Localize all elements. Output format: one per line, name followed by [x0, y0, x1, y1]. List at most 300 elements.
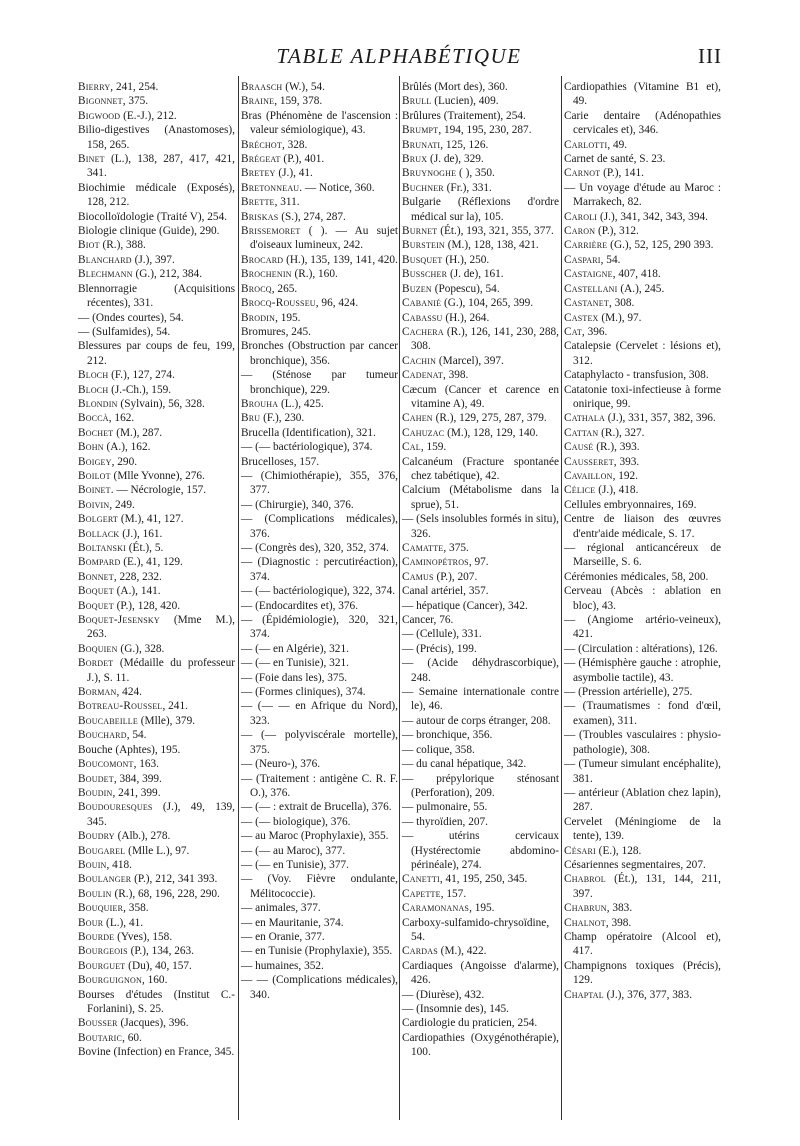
index-entry [564, 383, 721, 412]
entry-heading: Boinet [78, 484, 111, 497]
entry-heading: — [241, 974, 253, 987]
entry-references: - transfusion, 308. [623, 369, 709, 382]
entry-references: (— biologique), 376. [252, 815, 351, 828]
index-entry [78, 699, 235, 713]
entry-references: (P.), 128, 420. [113, 599, 181, 612]
entry-heading: Boquet [78, 599, 114, 612]
index-entry [564, 858, 721, 872]
entry-heading: Bretey [241, 167, 276, 180]
entry-heading: Bruynoghe [402, 167, 457, 180]
entry-references: (A.), 141. [113, 585, 161, 598]
entry-heading: — [241, 542, 253, 554]
entry-heading: Bolgert [78, 513, 119, 526]
index-entry [78, 455, 235, 469]
index-entry [78, 541, 235, 555]
entry-heading: Causseret [564, 455, 614, 468]
entry-heading: — [241, 902, 253, 915]
index-entry [564, 253, 721, 267]
entry-heading: — [402, 743, 414, 756]
entry-references: (Cellule), 331. [413, 628, 482, 641]
index-entry [564, 959, 721, 988]
index-entry [241, 325, 398, 339]
index-entry [564, 656, 721, 685]
entry-references: (Cancer et carence en vitamine A), 49. [411, 383, 559, 410]
entry-references: (— bactériologique), 374. [252, 441, 373, 454]
index-entry [564, 368, 721, 382]
entry-heading: Carboxy [402, 916, 441, 929]
entry-heading: Bromures [241, 325, 286, 338]
entry-heading: Brodin [241, 311, 276, 324]
entry-heading: Brux [402, 153, 428, 166]
index-entry [241, 339, 398, 368]
entry-references: (Hémisphère gauche : atrophie, asymbolie tactile), 43. [573, 657, 721, 684]
index-entry [78, 757, 235, 771]
index-entry [78, 483, 235, 497]
index-entry [78, 743, 235, 757]
entry-references: , 54. [126, 729, 147, 742]
index-entry [241, 872, 398, 901]
index-entry [402, 181, 559, 195]
entry-heading: — [564, 181, 576, 194]
entry-references: (M.), 97. [598, 311, 642, 324]
entry-heading: Boulin [78, 887, 112, 900]
index-entry [241, 959, 398, 973]
entry-references: , 163. [133, 758, 159, 771]
entry-heading: Bloch [78, 369, 109, 382]
entry-heading: — [402, 772, 414, 785]
index-entry [78, 527, 235, 541]
index-entry [78, 901, 235, 915]
index-entry [402, 555, 559, 569]
entry-heading: Buchner [402, 181, 444, 194]
index-column-4 [564, 80, 721, 1002]
entry-references: (Précis), 199. [413, 642, 477, 655]
entry-heading: Cancer [402, 614, 434, 627]
index-entry [564, 728, 721, 757]
entry-references: (R.), 126, 141, 230, 288, 308. [411, 325, 559, 353]
entry-references: , 195. [275, 311, 301, 324]
index-entry [402, 656, 559, 685]
entry-references: (L.), 41. [103, 916, 144, 929]
entry-heading: Cavaillon [564, 469, 613, 482]
index-entry [78, 469, 235, 483]
index-entry [402, 267, 559, 281]
entry-heading: Brunati [402, 138, 441, 151]
entry-references: autour de corps étranger, 208. [413, 714, 551, 727]
entry-references: (Du), 40, 157. [125, 959, 192, 972]
index-entry [402, 757, 559, 771]
index-entry [564, 296, 721, 310]
index-entry [564, 757, 721, 786]
entry-references: (Diurèse), 432. [413, 988, 485, 1001]
entry-heading: Bouchard [78, 729, 127, 742]
index-entry [402, 714, 559, 728]
index-entry [241, 642, 398, 656]
entry-references: (R.), 68, 196, 228, 290. [111, 887, 220, 900]
index-entry [564, 325, 721, 339]
index-entry [564, 541, 721, 570]
index-entry [78, 829, 235, 843]
entry-heading: Bousser [78, 1017, 118, 1030]
entry-references: , 194, 195, 230, 287. [438, 124, 532, 137]
entry-references: (Ondes courtes), 54. [89, 311, 184, 324]
entry-references: (H.), 250. [442, 253, 490, 266]
entry-references: , 162. [108, 412, 135, 425]
column-divider [561, 76, 562, 1120]
entry-references: (H.), 135, 139, 141, 420. [283, 253, 398, 266]
entry-heading: Cardiopathies [402, 1031, 465, 1044]
entry-heading: — [241, 844, 253, 857]
entry-heading: Carie [564, 109, 589, 122]
index-entry [402, 627, 559, 641]
entry-heading: Castaigne [564, 268, 613, 281]
index-entry [78, 152, 235, 181]
entry-references: (Méningiome de la tente), 139. [573, 815, 721, 843]
entry-heading: Boilot [78, 469, 111, 482]
entry-heading: Cathala [564, 412, 605, 425]
index-entry [78, 325, 235, 339]
entry-references: , 97. [468, 556, 489, 569]
index-entry [402, 411, 559, 425]
entry-references: , 398. [442, 369, 469, 382]
entry-references: antérieur (Ablation chez lapin), 287. [573, 786, 721, 814]
entry-references: (W.), 54. [282, 81, 325, 93]
index-entry [241, 181, 398, 195]
index-entry [564, 138, 721, 152]
entry-heading: Boudin [78, 786, 113, 799]
index-entry [241, 613, 398, 642]
entry-references: (J.-Ch.), 159. [108, 383, 172, 396]
entry-references: artériel, 357. [428, 585, 489, 598]
entry-references: médicales, 58, 200. [617, 570, 709, 583]
entry-references: (Alb.), 278. [114, 830, 171, 843]
entry-references: (Identification), 321. [279, 426, 376, 439]
entry-references: (R.), 160. [291, 268, 338, 281]
entry-references: (Foie dans les), 375. [252, 671, 348, 684]
entry-references: , 60. [122, 1031, 142, 1044]
entry-references: (Sulfamides), 54. [89, 325, 171, 338]
entry-heading: Biochimie [78, 181, 126, 194]
index-entry [241, 656, 398, 670]
index-entry [241, 224, 398, 253]
entry-references: (R.), 393. [593, 441, 640, 454]
index-entry [78, 656, 235, 685]
index-entry [564, 238, 721, 252]
entry-heading: — [402, 686, 414, 699]
index-entry [564, 411, 721, 425]
entry-heading: Bonnet [78, 570, 114, 583]
index-entry [402, 887, 559, 901]
entry-heading: Boudouresques [78, 801, 153, 814]
entry-heading: Caminopétros [402, 556, 469, 569]
entry-references: (Mme M.), 263. [87, 614, 235, 641]
entry-references: ( ), 350. [456, 167, 495, 180]
index-entry [564, 685, 721, 699]
entry-heading: — [402, 1003, 414, 1015]
entry-references: , 125, 126. [440, 138, 489, 151]
entry-references: (Yves), 158. [114, 930, 173, 943]
entry-heading: Boudet [78, 772, 114, 785]
entry-heading: — [241, 873, 253, 886]
entry-heading: Calcium [402, 484, 441, 497]
entry-references: (Sylvain), 56, 328. [117, 397, 205, 410]
index-entry [241, 426, 398, 440]
entry-heading: — [402, 729, 414, 742]
entry-references: (M.), 128, 138, 421. [444, 239, 539, 252]
index-entry [241, 166, 398, 180]
index-entry [564, 455, 721, 469]
entry-references: (Tumeur simulant encéphalite), 381. [573, 758, 721, 785]
index-entry [78, 988, 235, 1017]
entry-references: , 265. [271, 282, 298, 295]
entry-heading: Chalnot [564, 916, 606, 929]
entry-references: , 157. [440, 887, 467, 900]
index-entry [402, 815, 559, 829]
entry-heading: Bompard [78, 556, 121, 569]
entry-heading: Bretonneau [241, 181, 300, 194]
entry-heading: Boucabeille [78, 714, 138, 727]
entry-references: (Circulation : altérations), 126. [575, 642, 718, 655]
index-entry [78, 872, 235, 886]
entry-references: , 195. [469, 902, 495, 915]
entry-references: (L.), 138, 287, 417, 421, 341. [87, 153, 235, 180]
index-column-2 [241, 80, 398, 1002]
entry-references: prépylorique sténosant (Perforation), 209. [411, 772, 559, 799]
entry-references: (Angiome artério-veineux), 421. [573, 614, 721, 641]
entry-references: (Abcès : ablation en bloc), 43. [573, 585, 721, 612]
entry-heading: — [402, 513, 414, 526]
index-entry [241, 440, 398, 454]
entry-heading: Cabanié [402, 297, 442, 310]
entry-references: (M.), 422. [437, 945, 487, 958]
entry-heading: Bour [78, 916, 104, 929]
entry-references: (Chimiothérapie), 355, 376, 377. [250, 469, 398, 497]
index-entry [402, 123, 559, 137]
entry-references: (G.), 52, 125, 290 393. [607, 239, 714, 252]
entry-heading: Botreau-Roussel [78, 700, 163, 713]
entry-heading: Bigonnet [78, 95, 123, 108]
entry-heading: Cellules [564, 498, 602, 511]
entry-references: en Mauritanie, 374. [252, 916, 344, 929]
column-divider [399, 76, 400, 1120]
entry-references: (M.), 41, 127. [118, 513, 184, 526]
entry-references: (Mlle L.), 97. [125, 844, 190, 857]
index-entry [241, 498, 398, 512]
entry-heading: — [564, 542, 576, 554]
entry-heading: — [241, 858, 253, 871]
index-entry [241, 368, 398, 397]
index-entry [78, 440, 235, 454]
entry-heading: Caramonanas [402, 902, 470, 915]
entry-heading: Biologie [78, 225, 117, 238]
entry-references: (Épidémiologie), 320, 321, 374. [250, 614, 398, 641]
entry-heading: Césariennes [564, 858, 619, 871]
index-entry [402, 138, 559, 152]
entry-heading: Boquien [78, 642, 118, 655]
index-entry [241, 80, 398, 94]
index-entry [241, 512, 398, 541]
index-entry [402, 685, 559, 714]
entry-heading: Bloch [78, 383, 109, 396]
index-entry [402, 800, 559, 814]
entry-heading: Bras [241, 109, 262, 122]
entry-references: (Formes cliniques), 374. [252, 686, 366, 699]
entry-references: (Acide déhydrascorbique), 248. [411, 657, 559, 684]
entry-references: , 159, 378. [274, 95, 323, 108]
entry-heading: Bollack [78, 527, 120, 540]
entry-references: (Mort des), 360. [431, 81, 508, 93]
index-entry [241, 944, 398, 958]
entry-heading: Cardas [402, 945, 438, 958]
entry-heading: Burnet [402, 225, 438, 238]
index-entry [78, 94, 235, 108]
entry-references: (J.), 397. [131, 253, 175, 266]
index-entry [241, 757, 398, 771]
index-entry [241, 772, 398, 801]
index-entry [564, 267, 721, 281]
index-entry [402, 959, 559, 988]
entry-heading: Cat [564, 325, 582, 338]
entry-references: (L.), 425. [278, 397, 324, 410]
index-entry [78, 800, 235, 829]
entry-references: (Aphtes), 195. [112, 743, 181, 756]
entry-heading: Bourgeois [78, 945, 128, 958]
entry-heading: Blessures [78, 340, 122, 353]
index-entry [402, 426, 559, 440]
entry-references: (P.), 207. [433, 570, 478, 583]
entry-references: (Traitement), 254. [440, 109, 526, 122]
entry-references: (Congrès des), 320, 352, 374. [252, 542, 389, 554]
entry-heading: Brocq [241, 282, 272, 295]
index-entry [241, 584, 398, 598]
entry-references: (F.), 127, 274. [108, 369, 175, 382]
entry-references: (Fr.), 331. [443, 181, 492, 194]
index-entry [241, 685, 398, 699]
entry-references: , 245. [285, 325, 311, 338]
entry-references: (Mlle), 379. [137, 714, 196, 727]
entry-heading: — [241, 369, 253, 382]
index-entry [78, 181, 235, 210]
entry-heading: Bordet [78, 657, 114, 670]
entry-references: (Diagnostic : percutiréaction), 374. [250, 556, 398, 583]
index-entry [241, 253, 398, 267]
index-entry [402, 311, 559, 325]
index-entry [78, 1016, 235, 1030]
entry-references: (Traitement : antigène C. R. F. O.), 376. [250, 772, 398, 799]
index-entry [564, 988, 721, 1002]
entry-heading: Buzen [402, 282, 432, 295]
entry-heading: — [564, 657, 576, 670]
index-entry [78, 930, 235, 944]
entry-heading: — [241, 930, 253, 943]
entry-references: (P.), 401. [280, 153, 325, 166]
entry-references: — (Complications médicales), 340. [250, 974, 398, 1001]
entry-heading: Brochenin [241, 268, 292, 281]
entry-references: régional anticancéreux de Marseille, S. 6. [573, 542, 721, 569]
index-entry [78, 844, 235, 858]
entry-heading: Carnet [564, 153, 595, 166]
index-entry [241, 815, 398, 829]
entry-heading: — [78, 311, 90, 324]
entry-heading: — [241, 513, 253, 526]
index-entry [78, 109, 235, 123]
entry-heading: Brette [241, 196, 275, 209]
entry-references: (G.), 104, 265, 399. [441, 297, 534, 310]
index-entry [78, 973, 235, 987]
index-entry [402, 109, 559, 123]
entry-references: de santé, S. 23. [594, 153, 666, 166]
entry-heading: — [241, 945, 253, 958]
index-entry [564, 815, 721, 844]
entry-references: toxi-infectieuse à forme onirique, 99. [573, 383, 721, 410]
entry-references: , 41, 195, 250, 345. [439, 873, 528, 886]
index-entry [402, 872, 559, 886]
entry-heading: — [402, 801, 414, 814]
entry-references: embryonnaires, 169. [601, 498, 697, 511]
index-entry [241, 152, 398, 166]
index-entry [78, 238, 235, 252]
entry-references: , 159. [420, 441, 447, 454]
entry-references: , 157. [293, 455, 320, 468]
entry-references: (E.), 41, 129. [120, 556, 183, 569]
entry-heading: — [241, 556, 253, 569]
entry-references: Semaine internationale contre le), 46. [411, 686, 559, 713]
entry-heading: Castex [564, 311, 599, 324]
entry-references: (Infection) en France, 345. [110, 1046, 235, 1059]
entry-heading: Castellani [564, 282, 618, 295]
entry-heading: Bohn [78, 441, 104, 454]
entry-references: (Sels insolubles formés in situ), 326. [411, 513, 559, 540]
entry-heading: Cachin [402, 354, 437, 367]
index-entry [402, 584, 559, 598]
entry-references: (A.), 162. [103, 441, 151, 454]
index-entry [78, 411, 235, 425]
entry-heading: — [402, 714, 414, 727]
index-entry [564, 224, 721, 238]
entry-references: (Voy. Fièvre ondulante, Mélitococcie). [250, 873, 398, 900]
entry-references: opératoire (Alcool et), 417. [573, 930, 721, 958]
entry-references: (Traumatismes : fond d'œil, examen), 311. [573, 700, 721, 727]
index-entry [564, 872, 721, 901]
entry-heading: Camatte [402, 542, 444, 554]
entry-references: bronchique, 356. [413, 729, 493, 742]
index-entry [78, 714, 235, 728]
index-entry [241, 800, 398, 814]
entry-heading: — [241, 686, 253, 699]
index-entry [402, 440, 559, 454]
entry-heading: Chabrol [564, 873, 606, 886]
entry-references: médicale (Exposés), 128, 212. [87, 181, 235, 209]
entry-heading: Champignons [564, 959, 627, 972]
index-entry [241, 858, 398, 872]
entry-heading: Carnot [564, 167, 601, 180]
entry-heading: Césari [564, 844, 596, 857]
index-entry [564, 786, 721, 815]
entry-references: , 76. [433, 614, 454, 627]
index-entry [402, 916, 559, 945]
index-entry [402, 253, 559, 267]
entry-heading: Bovine [78, 1046, 111, 1059]
index-entry [241, 728, 398, 757]
entry-references: (Ét.), 5. [125, 542, 164, 554]
index-entry [78, 959, 235, 973]
entry-references: (Jacques), 396. [117, 1017, 189, 1030]
entry-references: thyroïdien, 207. [413, 815, 488, 828]
index-entry [402, 80, 559, 94]
entry-references: (Obstruction par cancer bronchique), 356. [250, 340, 398, 367]
entry-references: (— en Tunisie), 321. [252, 657, 349, 670]
entry-heading: — [241, 671, 253, 684]
